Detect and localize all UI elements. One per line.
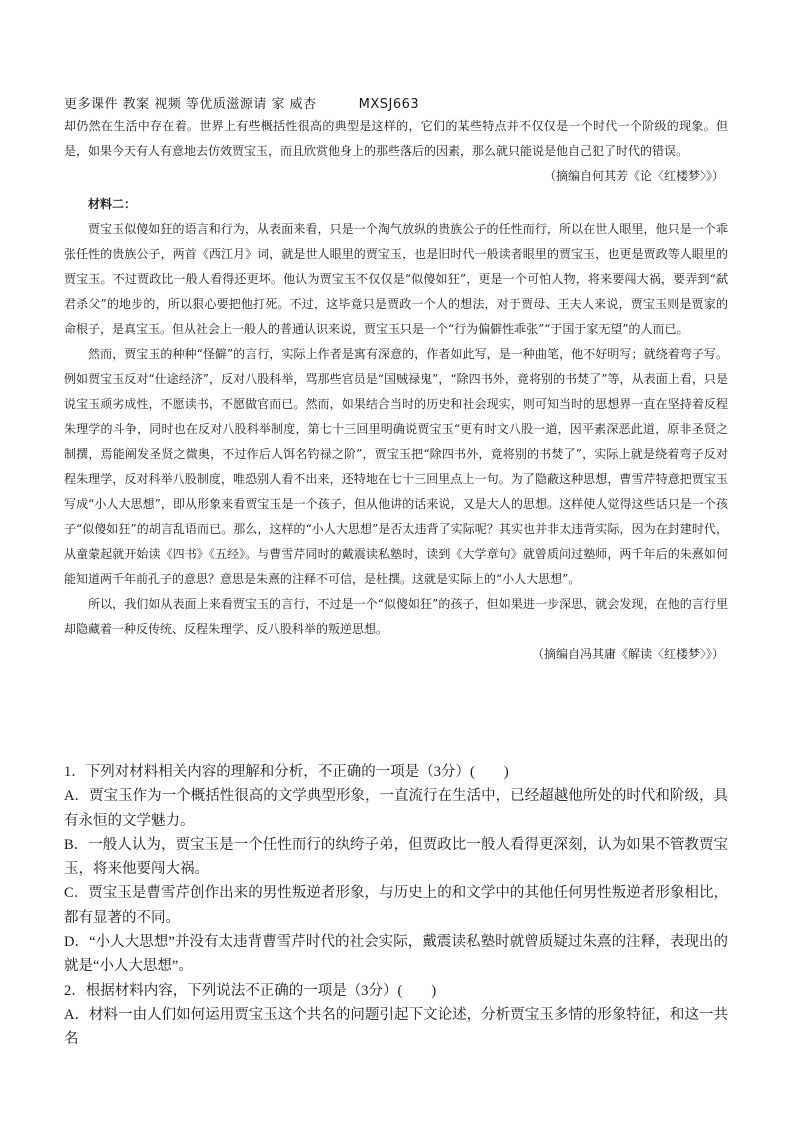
question-stem: 1．下列对材料相关内容的理解和分析，不正确的一项是（3分）( ) bbox=[64, 764, 509, 780]
material-one-source: （摘编自何其芳《论〈红楼梦〉》） bbox=[543, 169, 724, 183]
page-header bbox=[64, 93, 419, 112]
header-code: MXSJ663 bbox=[358, 97, 420, 112]
question-option: A．材料一由人们如何运用贾宝玉这个共名的问题引起下文论述，分析贾宝玉多情的形象特征，和这一共名 bbox=[64, 1006, 728, 1048]
material-two-paragraph: 然而，贾宝玉的种种“怪僻”的言行，实际上作者是寓有深意的，作者如此写，是一种曲笔，他不好明写；就绕着弯子写。例如贾宝玉反对“仕途经济”，反对八股科举，骂那些官员是“国贼禄鬼”，“除四书外，竟将别的书焚了”等，从表面上看，只是说宝玉顽劣成性，不愿读书，不愿做官而已。然而，如果结合当时的历史和社会现实，则可知当时的思想界一直在坚持着反程朱理学的斗争，同时也在反对八股科举制度，第七十三回里明确说贾宝玉“更有时文八股一道，因平素深恶此道，原非圣贤之制撰，焉能阐发圣贤之微奥，不过作后人饵名钓禄之阶”，贾宝玉把“除四书外，竟将别的书焚了”，实际上就是绕着弯子反对程朱理学，反对科举八股制度，唯恐别人看不出来，还特地在七十三回里点上一句。为了隐蔽这种思想，曹雪芹特意把贾宝玉写成“小人大思想”，即从形象来看贾宝玉是一个孩子，但从他讲的话来说，又是大人的思想。这样使人觉得这些话只是一个孩子“似傻如狂”的胡言乱语而已。那么，这样的“小人大思想”是否太违背了实际呢？其实也并非太违背实际，因为在封建时代，从童蒙起就开始读《四书》《五经》。与曹雪芹同时的戴震读私塾时，读到《大学章句》就曾质问过塾师，两千年后的朱熹如何能知道两千年前孔子的意思？意思是朱熹的注释不可信，是杜撰。这就是实际上的“小人大思想”。 bbox=[64, 347, 728, 586]
question-section bbox=[64, 760, 728, 1052]
material-two-paragraph: 贾宝玉似傻如狂的语言和行为，从表面来看，只是一个淘气放纵的贵族公子的任性而行，所以在世人眼里，他只是一个乖张任性的贵族公子，两首《西江月》词，就是世人眼里的贾宝玉，也是旧时代一般读者眼里的贾宝玉，也更是贾政等人眼里的贾宝玉。不过贾政比一般人看得还更坏。他认为贾宝玉不仅仅是“似傻如狂”，更是一个可怕人物，将来要闯大祸，要弄到“弑君杀父”的地步的，所以狠心要把他打死。不过，这毕竟只是贾政一个人的想法，对于贾母、王夫人来说，贾宝玉则是贾家的命根子，是真宝玉。但从社会上一般人的普通认识来说，贾宝玉只是一个“行为偏僻性乖张”“于国于家无望”的人而已。 bbox=[64, 222, 728, 336]
question-option: B．一般人认为，贾宝玉是一个任性而行的纨绔子弟，但贾政比一般人看得更深刻，认为如果不管教贾宝玉，将来他要闯大祸。 bbox=[64, 836, 728, 878]
question-option: A．贾宝玉作为一个概括性很高的文学典型形象，一直流行在生活中，已经超越他所处的时代和阶级，具有永恒的文学魅力。 bbox=[64, 788, 728, 829]
question-option: D．“小人大思想”并没有太违背曹雪芹时代的社会实际，戴震读私塾时就曾质疑过朱熹的注释，表现出的就是“小人大思想”。 bbox=[64, 934, 728, 975]
header-text: 更多课件 教案 视频 等优质滋源请 家 威杏 bbox=[64, 97, 317, 112]
material-one-paragraph: 却仍然在生活中存在着。世界上有些概括性很高的典型是这样的，它们的某些特点并不仅仅是一个时代一个阶级的现象。但是，如果今天有人有意地去仿效贾宝玉，而且欣赏他身上的那些落后的因素，那么就只能说是他自己犯了时代的错误。 bbox=[64, 119, 728, 158]
reading-material bbox=[64, 114, 728, 667]
material-two-source: （摘编自冯其庸《解读〈红楼梦〉》） bbox=[531, 647, 724, 661]
material-two-paragraph: 所以，我们如从表面上来看贾宝玉的言行，不过是一个“似傻如狂”的孩子，但如果进一步深思，就会发现，在他的言行里却隐藏着一种反传统、反程朱理学、反八股科举的叛逆思想。 bbox=[64, 597, 728, 636]
material-two-heading: 材料二： bbox=[88, 197, 137, 211]
question-stem: 2．根据材料内容，下列说法不正确的一项是（3分）( ) bbox=[64, 982, 437, 999]
question-option: C．贾宝玉是曹雪芹创作出来的男性叛逆者形象，与历史上的和文学中的其他任何男性叛逆者形象相比，都有显著的不同。 bbox=[64, 885, 728, 926]
